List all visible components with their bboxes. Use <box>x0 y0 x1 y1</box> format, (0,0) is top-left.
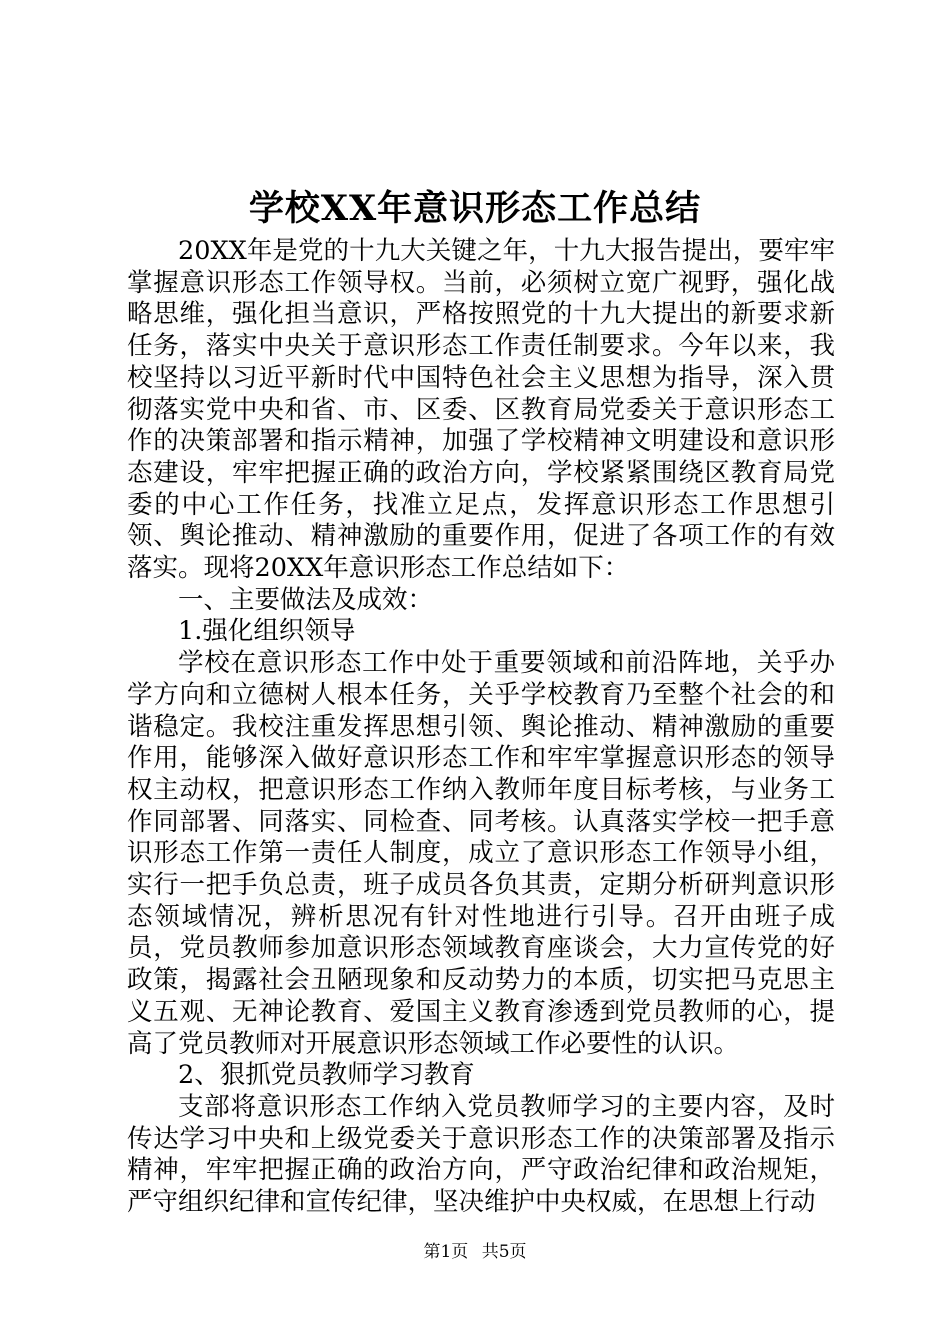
document-title: 学校XX年意识形态工作总结 <box>248 188 702 229</box>
page-number-total: 共5页 <box>481 1242 527 1262</box>
paragraph-member-education: 支部将意识形态工作纳入党员教师学习的主要内容，及时传达学习中央和上级党委关于意识形态工作的决策部署及指示精神，牢牢把握正确的政治方向，严守政治纪律和政治规矩，严守组织纪律和宣传纪律，坚决维护中央权威，在思想上行动 <box>127 1091 835 1218</box>
intro-paragraph: 20XX年是党的十九大关键之年，十九大报告提出，要牢牢掌握意识形态工作领导权。当前，必须树立宽广视野，强化战略思维，强化担当意识，严格按照党的十九大提出的新要求新任务，落实中央关于意识形态工作责任制要求。今年以来，我校坚持以习近平新时代中国特色社会主义思想为指导，深入贯彻落实党中央和省、市、区委、区教育局党委关于意识形态工作的决策部署和指示精神，加强了学校精神文明建设和意识形态建设，牢牢把握正确的政治方向，学校紧紧围绕区教育局党委的中心工作任务，找准立足点，发挥意识形态工作思想引领、舆论推动、精神激励的重要作用，促进了各项工作的有效落实。现将20XX年意识形态工作总结如下： <box>127 236 835 584</box>
section-heading-main-practices: 一、主要做法及成效： <box>178 584 434 615</box>
paragraph-organization-leadership: 学校在意识形态工作中处于重要领域和前沿阵地，关乎办学方向和立德树人根本任务，关乎学校教育乃至整个社会的和谐稳定。我校注重发挥思想引领、舆论推动、精神激励的重要作用，能够深入做好意识形态工作和牢牢掌握意识形态的领导权主动权，把意识形态工作纳入教师年度目标考核，与业务工作同部署、同落实、同检查、同考核。认真落实学校一把手意识形态工作第一责任人制度，成立了意识形态工作领导小组，实行一把手负总责，班子成员各负其责，定期分析研判意识形态领域情况，辨析思况有针对性地进行引导。召开由班子成员，党员教师参加意识形态领域教育座谈会，大力宣传党的好政策，揭露社会丑陋现象和反动势力的本质，切实把马克思主义五观、无神论教育、爱国主义教育渗透到党员教师的心，提高了党员教师对开展意识形态领域工作必要性的认识。 <box>127 648 835 1059</box>
document-body <box>127 236 835 1219</box>
subheading-member-education: 2、狠抓党员教师学习教育 <box>178 1060 475 1091</box>
subheading-organization-leadership: 1.强化组织领导 <box>178 616 356 647</box>
page-number-current: 第1页 <box>423 1242 469 1262</box>
page-footer <box>0 1240 950 1264</box>
